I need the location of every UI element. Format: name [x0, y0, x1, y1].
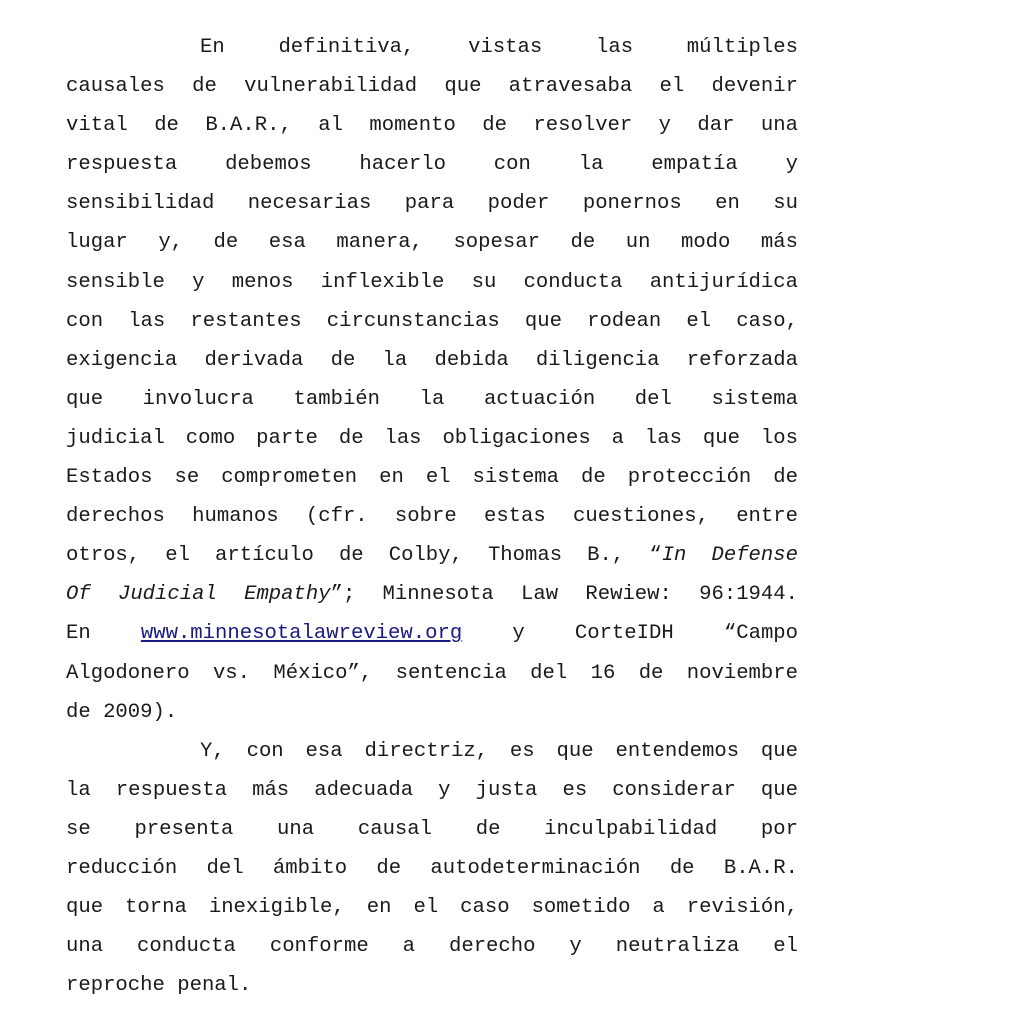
text-line [66, 575, 798, 614]
text-line: En definitiva, vistas las múltiples [200, 36, 798, 59]
text-line: Y, con esa directriz, es que entendemos que [200, 739, 798, 763]
citation-text: ”; Minnesota Law Rewiew: 96:1944. [330, 583, 798, 607]
text-line: exigencia derivada de la debida diligencia reforzada [66, 348, 798, 372]
text-line: Algodonero vs. México”, sentencia del 16 de noviembre [66, 661, 798, 685]
text-line: reproche penal. [66, 974, 252, 998]
citation-title-italic: In Defense [661, 544, 798, 568]
text-line [66, 536, 798, 575]
citation-title-italic: Of Judicial Empathy [66, 583, 331, 607]
text-line: Estados se comprometen en el sistema de protección de [66, 466, 798, 490]
text-line: que involucra también la actuación del sistema [66, 387, 798, 411]
text-line: sensible y menos inflexible su conducta antijurídica [66, 270, 798, 294]
citation-text: otros, el artículo de Colby, Thomas B., “ [66, 544, 662, 568]
text-line: judicial como parte de las obligaciones a las que los [66, 426, 798, 450]
document-page [66, 28, 798, 1005]
text-line: causales de vulnerabilidad que atravesaba el devenir [66, 75, 798, 99]
text-line: derechos humanos (cfr. sobre estas cuestiones, entre [66, 505, 798, 529]
text-line: la respuesta más adecuada y justa es considerar que [66, 778, 798, 802]
minnesota-law-review-link[interactable]: www.minnesotalawreview.org [140, 622, 463, 646]
citation-text: En [66, 622, 91, 646]
paragraph-2 [66, 732, 798, 1006]
citation-text: y CorteIDH “Campo [512, 622, 799, 646]
text-line [66, 614, 798, 653]
text-line: vital de B.A.R., al momento de resolver y dar una [66, 114, 798, 138]
text-line: reducción del ámbito de autodeterminación de B.A.R. [66, 856, 798, 880]
paragraph-1 [66, 28, 798, 732]
text-line: lugar y, de esa manera, sopesar de un modo más [66, 231, 798, 255]
text-line: una conducta conforme a derecho y neutraliza el [66, 935, 798, 959]
text-line: que torna inexigible, en el caso sometido a revisión, [66, 896, 798, 920]
text-line: se presenta una causal de inculpabilidad por [66, 817, 798, 841]
text-line: respuesta debemos hacerlo con la empatía y [66, 153, 798, 177]
text-line: con las restantes circunstancias que rodean el caso, [66, 309, 798, 333]
text-line: sensibilidad necesarias para poder ponernos en su [66, 192, 798, 216]
text-line: de 2009). [66, 700, 178, 724]
